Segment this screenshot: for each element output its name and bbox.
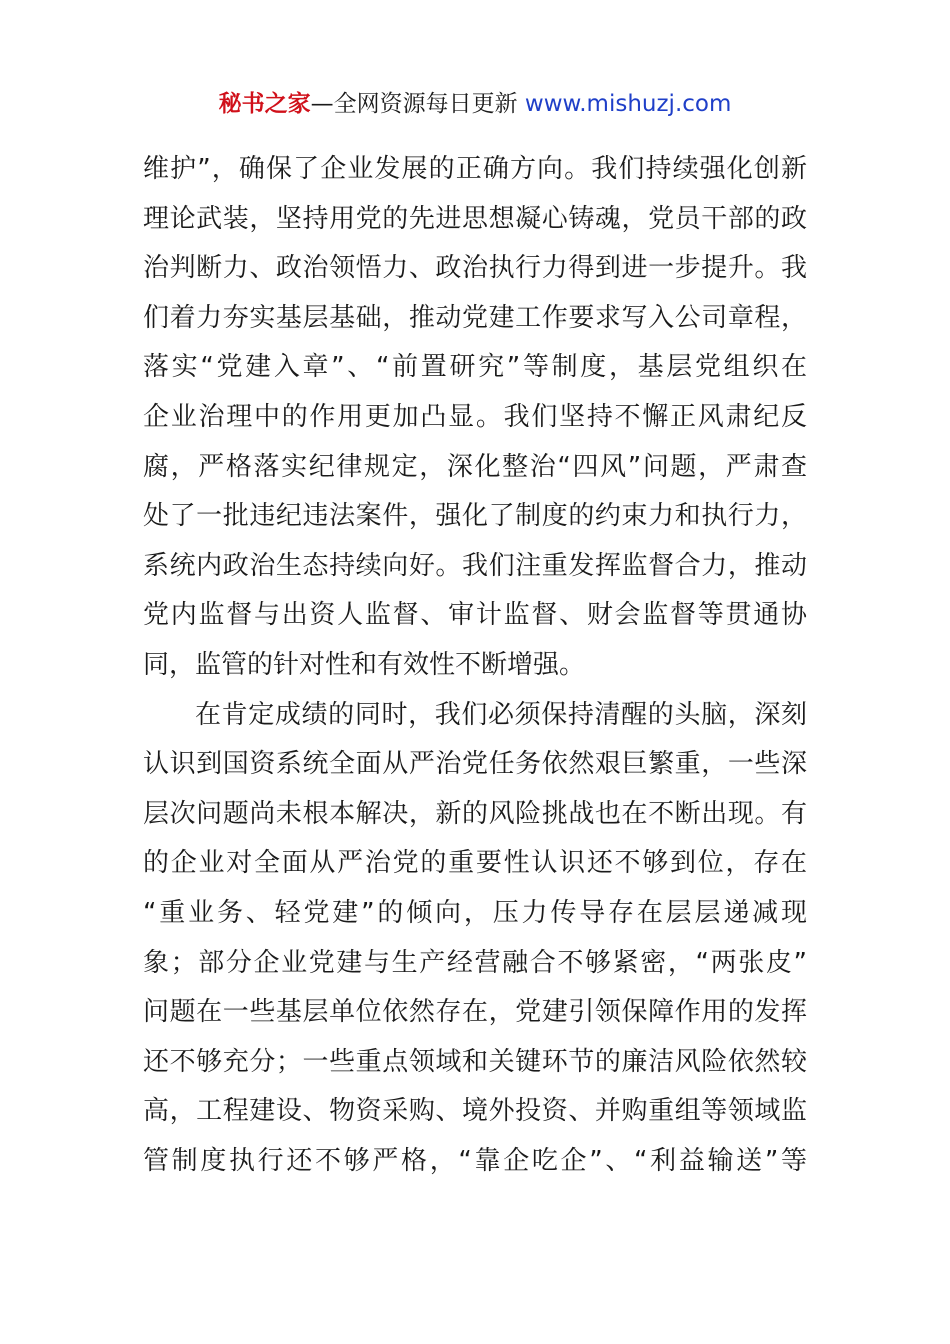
text-line: 理论武装，坚持用党的先进思想凝心铸魂，党员干部的政 — [143, 203, 807, 234]
text-line: “重业务、轻党建”的倾向，压力传导存在层层递减现 — [143, 897, 807, 928]
text-line: 维护”，确保了企业发展的正确方向。我们持续强化创新 — [143, 154, 807, 184]
text-line: 高，工程建设、物资采购、境外投资、并购重组等领域监 — [143, 1096, 807, 1127]
text-line: 还不够充分；一些重点领域和关键环节的廉洁风险依然较 — [143, 1046, 807, 1077]
text-line: 认识到国资系统全面从严治党任务依然艰巨繁重，一些深 — [143, 749, 807, 780]
brand-name: 秘书之家 — [218, 91, 311, 117]
paragraph-2 — [143, 691, 807, 1187]
text-line: 象；部分企业党建与生产经营融合不够紧密，“两张皮” — [143, 947, 807, 978]
text-line: 治判断力、政治领悟力、政治执行力得到进一步提升。我 — [143, 253, 807, 284]
text-line: 同，监管的针对性和有效性不断增强。 — [143, 649, 586, 680]
text-line: 腐，严格落实纪律规定，深化整治“四风”问题，严肃查 — [143, 451, 807, 482]
text-line: 系统内政治生态持续向好。我们注重发挥监督合力，推动 — [143, 550, 807, 581]
text-line: 党内监督与出资人监督、审计监督、财会监督等贯通协 — [143, 600, 807, 631]
text-line: 企业治理中的作用更加凸显。我们坚持不懈正风肃纪反 — [143, 401, 807, 432]
text-line: 的企业对全面从严治党的重要性认识还不够到位，存在 — [143, 848, 807, 879]
text-line: 问题在一些基层单位依然存在，党建引领保障作用的发挥 — [143, 997, 807, 1028]
text-line: 层次问题尚未根本解决，新的风险挑战也在不断出现。有 — [143, 798, 807, 829]
text-line: 在肯定成绩的同时，我们必须保持清醒的头脑，深刻 — [195, 699, 807, 730]
text-line: 落实“党建入章”、“前置研究”等制度，基层党组织在 — [143, 352, 807, 383]
page-header — [0, 88, 950, 120]
document-body — [143, 145, 807, 1186]
site-url-link[interactable]: www.mishuzj.com — [524, 91, 732, 117]
text-line: 们着力夯实基层基础，推动党建工作要求写入公司章程， — [143, 302, 807, 333]
paragraph-1 — [143, 145, 807, 691]
text-line: 处了一批违纪违法案件，强化了制度的约束力和执行力， — [143, 501, 807, 532]
text-line: 管制度执行还不够严格，“靠企吃企”、“利益输送”等 — [143, 1145, 807, 1176]
header-tagline: —全网资源每日更新 — [310, 91, 525, 117]
